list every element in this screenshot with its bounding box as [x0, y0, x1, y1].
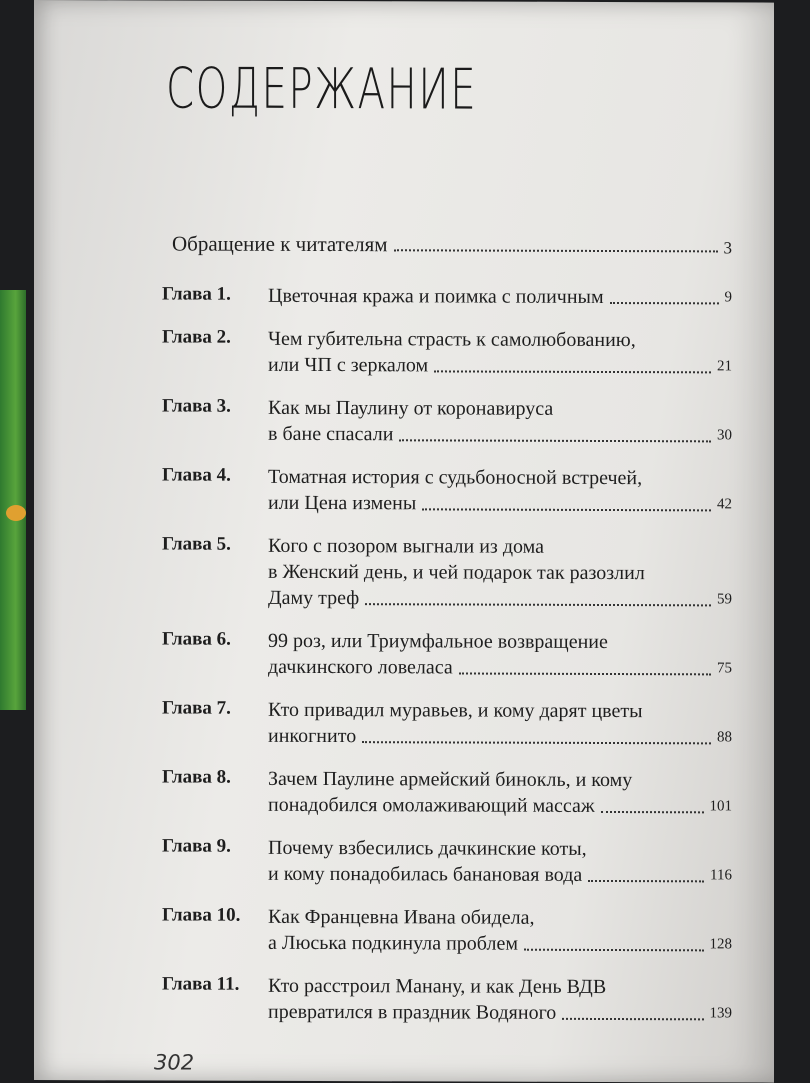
chapter-title-line: в Женский день, и чей подарок так разозлил [268, 560, 645, 585]
chapter-title-line: Томатная история с судьбоносной встречей, [268, 465, 643, 490]
dot-leader [399, 439, 711, 442]
chapter-title-line: Даму треф [268, 586, 360, 610]
chapter-label: Глава 10. [162, 904, 241, 926]
chapter-title-line: понадобился омолаживающий массаж [268, 793, 595, 817]
toc-entry [162, 282, 732, 310]
chapter-title-line: Цветочная кража и поимка с поличным [268, 284, 604, 308]
toc-intro-page: 3 [723, 238, 732, 258]
chapter-title-line: Кого с позором выгнали из дома [268, 534, 545, 558]
chapter-title [268, 835, 732, 889]
dot-leader [362, 741, 711, 744]
dot-leader [588, 880, 704, 882]
chapter-label: Глава 9. [162, 835, 231, 857]
toc-entry [162, 325, 732, 379]
chapter-title-line: Как Францевна Ивана обидела, [268, 905, 535, 929]
toc-intro-text: Обращение к читателям [172, 231, 388, 257]
chapter-title-line: дачкинского ловеласа [268, 655, 453, 679]
chapter-page-number: 59 [717, 591, 732, 608]
toc-entry [162, 765, 732, 819]
chapter-title-line: или ЧП с зеркалом [268, 353, 429, 377]
dot-leader [459, 672, 711, 675]
chapter-page-number: 101 [709, 798, 732, 815]
chapter-title [268, 464, 732, 518]
dot-leader [394, 249, 718, 252]
chapter-label: Глава 5. [162, 533, 231, 555]
dot-leader [562, 1018, 703, 1020]
chapter-title-line: 99 роз, или Триумфальное возвращение [268, 629, 608, 654]
book-page [34, 0, 774, 1083]
chapter-label: Глава 11. [162, 973, 240, 995]
chapter-label: Глава 3. [162, 395, 231, 417]
cover-illustration-spot [6, 505, 26, 521]
chapter-title-line: а Люська подкинула проблем [268, 931, 518, 955]
chapter-title [268, 283, 732, 311]
toc-entry [162, 463, 732, 517]
chapter-title [268, 697, 732, 751]
chapter-page-number: 88 [717, 729, 732, 746]
toc-entry [162, 972, 732, 1026]
chapter-title [268, 628, 732, 682]
chapter-label: Глава 8. [162, 766, 231, 788]
toc-entry [162, 394, 732, 448]
chapter-page-number: 42 [717, 496, 732, 513]
chapter-title-line: Как мы Паулину от коронавируса [268, 396, 554, 420]
dot-leader [422, 508, 711, 511]
chapter-page-number: 75 [717, 660, 732, 677]
chapter-page-number: 116 [710, 867, 732, 884]
page-title: СОДЕРЖАНИЕ [166, 56, 478, 123]
chapter-title [268, 904, 732, 958]
chapter-title-line: превратился в праздник Водяного [268, 1000, 557, 1024]
chapter-title [268, 973, 732, 1027]
toc-entry [162, 696, 732, 750]
chapter-page-number: 30 [717, 427, 732, 444]
chapter-title-line: Зачем Паулине армейский бинокль, и кому [268, 767, 633, 792]
chapter-label: Глава 2. [162, 326, 231, 348]
chapter-label: Глава 1. [162, 283, 231, 305]
chapter-title [268, 766, 732, 820]
dot-leader [434, 370, 711, 373]
table-of-contents [162, 282, 732, 1043]
dot-leader [610, 302, 719, 304]
chapter-title [268, 533, 732, 613]
toc-entry [162, 903, 732, 957]
dot-leader [365, 603, 711, 606]
chapter-title-line: или Цена измены [268, 491, 417, 515]
chapter-title-line: Чем губительна страсть к самолюбованию, [268, 327, 636, 352]
dot-leader [601, 811, 704, 813]
toc-entry [162, 627, 732, 681]
chapter-title-line: инкогнито [268, 724, 357, 748]
toc-entry [162, 834, 732, 888]
chapter-title-line: Почему взбесились дачкинские коты, [268, 836, 587, 860]
chapter-label: Глава 6. [162, 628, 231, 650]
chapter-label: Глава 4. [162, 464, 231, 486]
chapter-title-line: и кому понадобилась банановая вода [268, 862, 583, 886]
chapter-label: Глава 7. [162, 697, 231, 719]
chapter-page-number: 128 [709, 936, 732, 953]
chapter-title [268, 395, 732, 449]
toc-entry [162, 532, 732, 612]
chapter-title-line: Кто привадил муравьев, и кому дарят цветы [268, 698, 643, 723]
chapter-title [268, 326, 732, 380]
toc-intro-entry [172, 222, 732, 258]
chapter-title-line: в бане спасали [268, 422, 394, 446]
page-number: 302 [154, 1050, 195, 1075]
book-cover-edge [0, 290, 26, 710]
dot-leader [524, 949, 704, 952]
chapter-page-number: 9 [724, 289, 732, 306]
chapter-title-line: Кто расстроил Манану, и как День ВДВ [268, 974, 607, 998]
chapter-page-number: 139 [709, 1005, 732, 1022]
chapter-page-number: 21 [717, 358, 732, 375]
